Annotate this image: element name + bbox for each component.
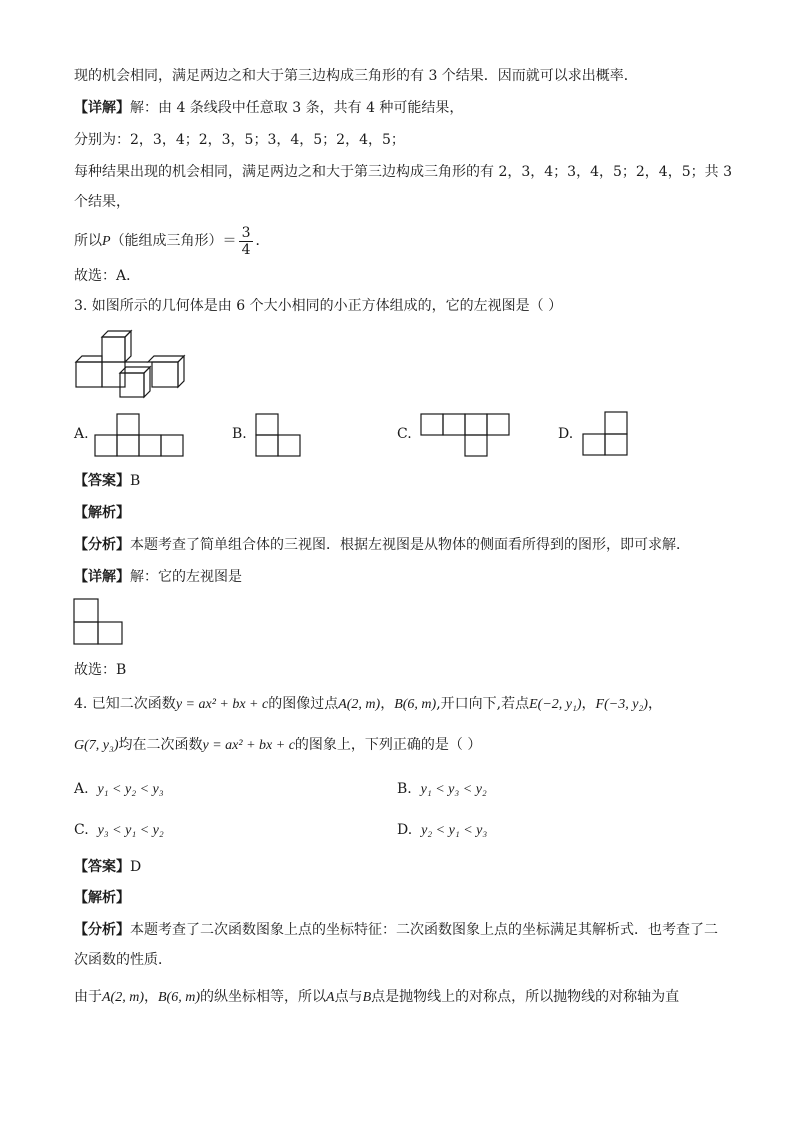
option-expr: y₃ < y₁ < y₂ (97, 823, 164, 838)
q4-option-b (397, 779, 487, 800)
text-line: 分别为：2，3，4；2，3，5；3，4，5；2，4，5； (74, 132, 405, 148)
fenxi-text: 本题考查了简单组合体的三视图．根据左视图是从物体的侧面看所得到的图形，即可求解． (130, 537, 690, 553)
option-expr: y₂ < y₁ < y₃ (421, 823, 488, 838)
separator: ， (144, 989, 158, 1005)
last-text: 的纵坐标相等，所以 (200, 989, 326, 1005)
detail-tag: 【详解】 (74, 569, 130, 585)
q3-option-c-figure (420, 413, 512, 457)
prob-end: ． (255, 233, 270, 249)
q3-option-b-label: B. (232, 426, 247, 442)
point-a-label: A (326, 990, 335, 1005)
q4-function-2: y = ax² + bx + c (202, 738, 295, 753)
question-4-stem-line2 (74, 735, 481, 756)
q3-option-a-figure (94, 413, 185, 457)
point-b: B(6, m) (158, 990, 200, 1005)
q3-option-d-figure (582, 411, 630, 457)
point-f: F(−3, y₂) (595, 697, 648, 712)
q4-last-line (74, 987, 679, 1008)
separator: ， (581, 696, 596, 712)
option-label: A. (74, 781, 89, 797)
option-expr: y₁ < y₂ < y₃ (97, 782, 164, 797)
point-g: G(7, y₃) (74, 738, 119, 753)
q4-option-d (397, 820, 487, 841)
q4-option-a (74, 779, 164, 800)
q4-pass-text: 的图像过点 (268, 696, 339, 712)
detail-tag: 【详解】 (74, 100, 130, 116)
answer-value: B (130, 473, 141, 489)
q3-option-d-label: D. (558, 426, 574, 442)
fenxi-tag: 【分析】 (74, 922, 130, 938)
q4-option-c (74, 820, 164, 841)
prob-symbol: P (102, 234, 111, 249)
q3-choose-line: 故选：B (74, 662, 127, 678)
q4-open-down: ,开口向下,若点 (436, 696, 530, 712)
separator: ， (380, 696, 395, 712)
analysis-tag: 【解析】 (74, 890, 130, 906)
question-3-stem: 3. 如图所示的几何体是由 6 个大小相同的小正方体组成的，它的左视图是（ ） (74, 298, 563, 314)
probability-line (74, 224, 269, 259)
q3-left-view-figure (73, 598, 125, 646)
q4-on-text: 均在二次函数 (118, 737, 203, 753)
option-label: D. (397, 822, 413, 838)
detail-text: 解：由 4 条线段中任意取 3 条，共有 4 种可能结果， (130, 100, 464, 116)
q3-answer-line (74, 471, 140, 491)
option-label: C. (74, 822, 89, 838)
option-label: B. (397, 781, 412, 797)
question-4-stem-line1 (74, 694, 662, 715)
text-line: 每种结果出现的机会相同，满足两边之和大于第三边构成三角形的有 2，3，4；3，4，5；2，4，5；共 3 (74, 164, 732, 180)
q3-option-c-label: C. (397, 426, 412, 442)
fraction-numerator: 3 (239, 225, 254, 242)
point-a: A(2, m) (102, 990, 144, 1005)
detail-text: 解：它的左视图是 (130, 569, 242, 585)
q4-answer-line (74, 857, 141, 877)
answer-tag: 【答案】 (74, 473, 130, 489)
last-prefix: 由于 (74, 989, 102, 1005)
detail-line (74, 98, 463, 118)
q4-fenxi-line (74, 920, 718, 940)
answer-line: 故选：A． (74, 268, 141, 284)
point-e: E(−2, y₁) (529, 697, 582, 712)
probability-fraction (239, 225, 254, 258)
fraction-denominator: 4 (241, 241, 251, 258)
point-b-label: B (362, 990, 372, 1005)
q3-option-b-figure (255, 413, 303, 457)
answer-value: D (130, 859, 142, 875)
q3-fenxi-line (74, 535, 690, 555)
q4-function: y = ax² + bx + c (175, 697, 269, 712)
text-line: 现的机会相同，满足两边之和大于第三边构成三角形的有 3 个结果．因而就可以求出概率． (74, 68, 638, 84)
point-a: A(2, m) (338, 697, 381, 712)
point-b: B(6, m) (394, 697, 437, 712)
fenxi-tag: 【分析】 (74, 537, 130, 553)
text-line: 个结果， (74, 194, 130, 210)
last-text-3: 点是抛物线上的对称点，所以抛物线的对称轴为直 (371, 989, 680, 1005)
prob-event: （能组成三角形）＝ (110, 233, 237, 249)
analysis-tag: 【解析】 (74, 505, 130, 521)
q3-option-a-label: A. (74, 426, 89, 442)
option-expr: y₁ < y₃ < y₂ (420, 782, 487, 797)
cube-solid-figure (74, 325, 194, 397)
separator: ， (647, 696, 662, 712)
q4-tail: 的图象上，下列正确的是（ ） (294, 737, 482, 753)
answer-tag: 【答案】 (74, 859, 130, 875)
q4-fenxi-line-2: 次函数的性质． (74, 952, 172, 968)
last-text-2: 点与 (334, 989, 363, 1005)
fenxi-text: 本题考查了二次函数图象上点的坐标特征：二次函数图象上点的坐标满足其解析式．也考查了二 (130, 922, 718, 938)
prob-prefix: 所以 (74, 233, 102, 249)
q4-number: 4. 已知二次函数 (74, 696, 176, 712)
q3-detail-line (74, 567, 242, 587)
